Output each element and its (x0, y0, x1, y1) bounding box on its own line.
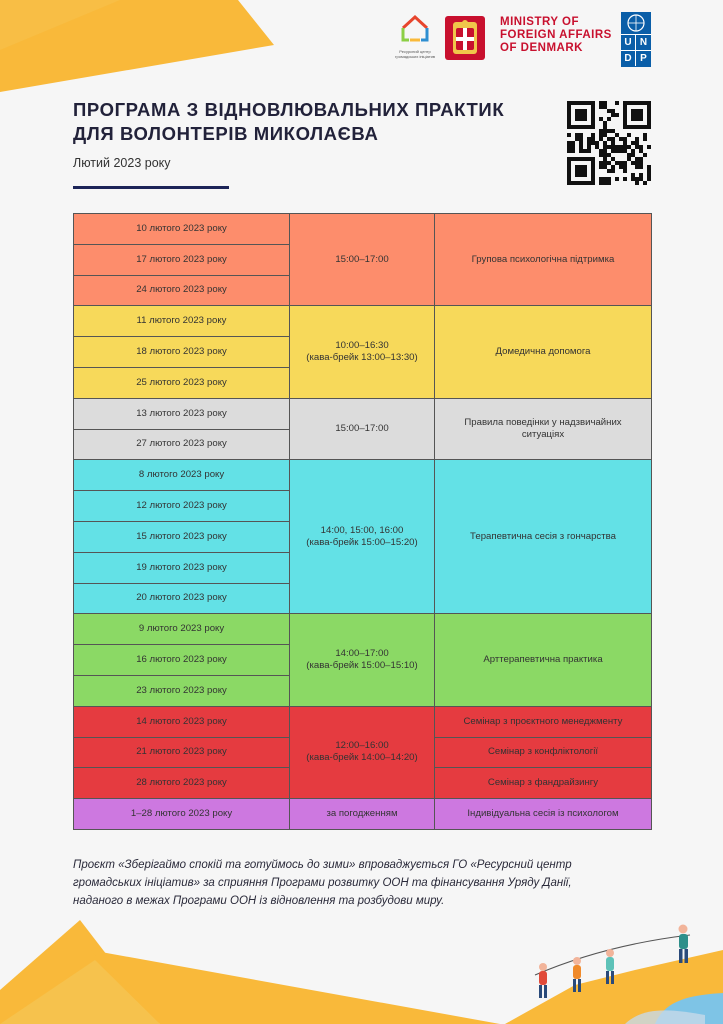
time-line: (кава-брейк 14:00–14:20) (306, 752, 418, 764)
date-cell: 12 лютого 2023 року (74, 491, 290, 522)
mfa-denmark-wordmark (500, 16, 612, 55)
time-cell (290, 706, 435, 798)
page-title (73, 98, 543, 146)
date-cell: 14 лютого 2023 року (74, 706, 290, 737)
undp-letter-u: U (621, 35, 636, 51)
footnote-line-3: наданого в межах Програми ООН із відновлення та розбудови миру. (73, 895, 445, 907)
footnote-line-2: громадських ініціатив» за сприяння Програми розвитку ООН та фінансування Уряду Данії, (73, 877, 572, 889)
date-cell: 13 лютого 2023 року (74, 398, 290, 429)
activity-cell: Семінар з конфліктології (435, 737, 652, 768)
schedule-row (74, 398, 652, 429)
date-cell: 17 лютого 2023 року (74, 244, 290, 275)
schedule-row (74, 706, 652, 737)
footnote-line-1: Проєкт «Зберігаймо спокій та готуймось до зими» впроваджується ГО «Ресурсний центр (73, 859, 572, 871)
qr-code-icon (567, 101, 651, 185)
activity-cell: Групова психологічна підтримка (435, 214, 652, 306)
schedule-row (74, 799, 652, 830)
time-line: 12:00–16:00 (335, 740, 389, 752)
activity-cell: Терапевтична сесія з гончарства (435, 460, 652, 614)
activity-cell: Арттерапевтична практика (435, 614, 652, 706)
schedule-row (74, 614, 652, 645)
top-left-accent-shape (0, 0, 280, 95)
activity-cell: Семінар з проєктного менеджменту (435, 706, 652, 737)
climber-4-icon (679, 925, 689, 964)
bottom-left-accent-shape (0, 920, 520, 1024)
date-cell: 20 лютого 2023 року (74, 583, 290, 614)
time-line: 10:00–16:30 (335, 340, 389, 352)
denmark-crest-icon (445, 16, 485, 60)
date-cell: 10 лютого 2023 року (74, 214, 290, 245)
date-cell: 23 лютого 2023 року (74, 675, 290, 706)
date-cell: 19 лютого 2023 року (74, 552, 290, 583)
date-cell: 21 лютого 2023 року (74, 737, 290, 768)
resource-center-logo-text: Ресурсний центр громадських ініціатив (395, 49, 435, 59)
title-underline (73, 186, 229, 189)
title-line-1: ПРОГРАМА З ВІДНОВЛЮВАЛЬНИХ ПРАКТИК (73, 99, 505, 120)
climber-1-icon (539, 963, 547, 998)
mfa-line-2: FOREIGN AFFAIRS (500, 29, 612, 41)
time-cell (290, 214, 435, 306)
activity-cell: Семінар з фандрайзингу (435, 768, 652, 799)
activity-cell: Правила поведінки у надзвичайних ситуаціях (435, 398, 652, 460)
climbers-illustration (505, 915, 723, 1024)
date-cell: 28 лютого 2023 року (74, 768, 290, 799)
date-cell: 15 лютого 2023 року (74, 521, 290, 552)
time-line: (кава-брейк 15:00–15:10) (306, 660, 418, 672)
house-logo-icon (400, 14, 430, 42)
project-footnote (73, 856, 648, 910)
date-cell: 11 лютого 2023 року (74, 306, 290, 337)
schedule-row (74, 460, 652, 491)
activity-cell: Домедична допомога (435, 306, 652, 398)
time-cell (290, 799, 435, 830)
time-line: (кава-брейк 15:00–15:20) (306, 536, 418, 548)
schedule-table (73, 213, 652, 830)
time-line: 15:00–17:00 (335, 423, 389, 435)
schedule-row (74, 306, 652, 337)
date-cell: 8 лютого 2023 року (74, 460, 290, 491)
time-cell (290, 398, 435, 460)
date-cell: 25 лютого 2023 року (74, 367, 290, 398)
date-cell: 27 лютого 2023 року (74, 429, 290, 460)
page-subtitle: Лютий 2023 року (73, 156, 171, 170)
mfa-line-1: MINISTRY OF (500, 16, 579, 28)
time-line: 15:00–17:00 (335, 253, 389, 265)
partner-logos (390, 12, 710, 72)
time-line: 14:00–17:00 (335, 648, 389, 660)
time-line: за погодженням (326, 808, 398, 820)
date-cell: 16 лютого 2023 року (74, 645, 290, 676)
activity-cell: Індивідуальна сесія із психологом (435, 799, 652, 830)
undp-logo (621, 12, 651, 67)
date-cell: 9 лютого 2023 року (74, 614, 290, 645)
undp-letter-d: D (621, 51, 636, 66)
date-cell: 1–28 лютого 2023 року (74, 799, 290, 830)
date-cell: 24 лютого 2023 року (74, 275, 290, 306)
time-cell (290, 614, 435, 706)
undp-letter-n: N (636, 35, 651, 51)
resource-center-logo (390, 14, 440, 70)
schedule-row (74, 214, 652, 245)
time-line: 14:00, 15:00, 16:00 (320, 524, 404, 536)
title-line-2: ДЛЯ ВОЛОНТЕРІВ МИКОЛАЄВА (73, 123, 379, 144)
time-line: (кава-брейк 13:00–13:30) (306, 352, 418, 364)
undp-letter-p: P (640, 53, 647, 64)
un-emblem-icon (621, 12, 651, 34)
time-cell (290, 460, 435, 614)
time-cell (290, 306, 435, 398)
date-cell: 18 лютого 2023 року (74, 337, 290, 368)
mfa-line-3: OF DENMARK (500, 42, 583, 54)
